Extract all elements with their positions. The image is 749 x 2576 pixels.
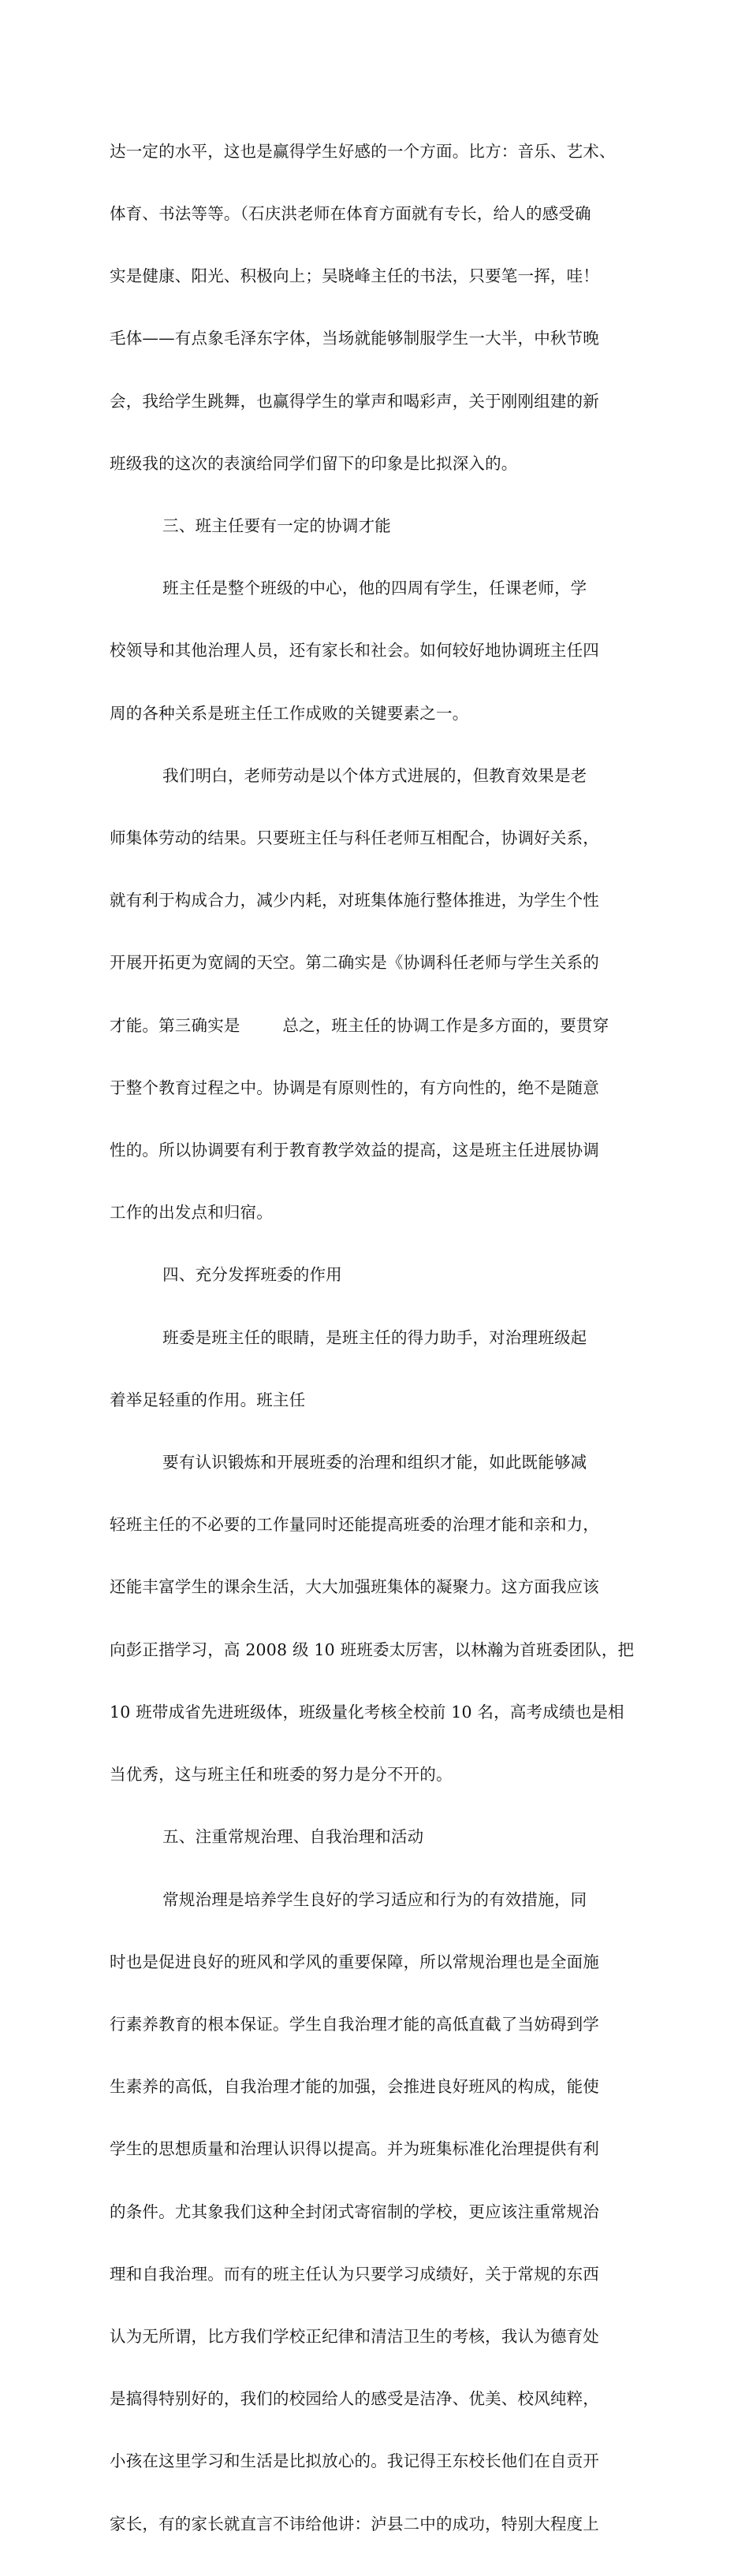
text-line: 毛体——有点象毛泽东字体，当场就能够制服学生一大半，中秋节晚 [110,329,599,348]
text-line: 轻班主任的不必要的工作量同时还能提高班委的治理才能和亲和力， [110,1515,599,1535]
text-line: 会，我给学生跳舞，也赢得学生的掌声和喝彩声，关于刚刚组建的新 [110,391,599,411]
text-line: 班主任是整个班级的中心，他的四周有学生，任课老师，学 [110,579,587,598]
text-line: 常规治理是培养学生良好的学习适应和行为的有效措施，同 [110,1889,587,1909]
text-line: 工作的出发点和归宿。 [110,1203,273,1223]
text-line: 着举足轻重的作用。班主任 [110,1390,306,1409]
text-line: 师集体劳动的结果。只要班主任与科任老师互相配合，协调好关系， [110,828,599,848]
text-line: 开展开拓更为宽阔的天空。第二确实是《协调科任老师与学生关系的 [110,953,599,973]
text-line: 家长，有的家长就直言不讳给他讲：泸县二中的成功，特别大程度上 [110,2514,599,2533]
text-line: 于整个教育过程之中。协调是有原则性的，有方向性的，绝不是随意 [110,1078,599,1097]
text-line: 班委是班主任的眼睛，是班主任的得力助手，对治理班级起 [110,1327,587,1347]
text-line: 的条件。尤其象我们这种全封闭式寄宿制的学校，更应该注重常规治 [110,2202,599,2221]
text-line: 校领导和其他治理人员，还有家长和社会。如何较好地协调班主任四 [110,641,599,661]
text-line: 要有认识锻炼和开展班委的治理和组织才能，如此既能够减 [110,1453,587,1472]
document-body [110,99,646,2576]
text-line: 认为无所谓，比方我们学校正纪律和清洁卫生的考核，我认为德育处 [110,2326,599,2346]
text-line: 10 班带成省先进班级体，班级量化考核全校前 10 名，高考成绩也是相 [110,1702,624,1722]
text-line: 我们明白，老师劳动是以个体方式进展的，但教育效果是老 [110,765,587,785]
text-line: 行素养教育的根本保证。学生自我治理才能的高低直截了当妨碍到学 [110,2014,599,2034]
section-heading: 四、充分发挥班委的作用 [110,1265,342,1285]
text-line: 达一定的水平，这也是赢得学生好感的一个方面。比方：音乐、艺术、 [110,141,616,161]
text-line: 实是健康、阳光、积极向上；吴晓峰主任的书法，只要笔一挥，哇！ [110,266,599,286]
text-line: 性的。所以协调要有利于教育教学效益的提高，这是班主任进展协调 [110,1141,599,1160]
text-line: 周的各种关系是班主任工作成败的关键要素之一。 [110,703,469,723]
text-line: 小孩在这里学习和生活是比拟放心的。我记得王东校长他们在自贡开 [110,2451,599,2471]
section-heading: 三、班主任要有一定的协调才能 [110,516,391,536]
text-line: 还能丰富学生的课余生活，大大加强班集体的凝聚力。这方面我应该 [110,1577,599,1597]
text-line: 才能。第三确实是 总之，班主任的协调工作是多方面的，要贯穿 [110,1015,609,1035]
text-line: 学生的思想质量和治理认识得以提高。并为班集标准化治理提供有利 [110,2139,599,2159]
text-line: 理和自我治理。而有的班主任认为只要学习成绩好，关于常规的东西 [110,2264,599,2284]
text-line: 体育、书法等等。（石庆洪老师在体育方面就有专长，给人的感受确 [110,204,591,224]
text-line: 向彭正揩学习，高 2008 级 10 班班委太厉害，以林瀚为首班委团队，把 [110,1640,635,1659]
text-line: 当优秀，这与班主任和班委的努力是分不开的。 [110,1765,453,1785]
text-line: 是搞得特别好的，我们的校园给人的感受是洁净、优美、校风纯粹， [110,2389,599,2409]
text-line: 生素养的高低，自我治理才能的加强，会推进良好班风的构成，能使 [110,2077,599,2097]
text-line: 班级我的这次的表演给同学们留下的印象是比拟深入的。 [110,453,518,473]
text-line: 时也是促进良好的班风和学风的重要保障，所以常规治理也是全面施 [110,1952,599,1971]
text-line: 就有利于构成合力，减少内耗，对班集体施行整体推进，为学生个性 [110,891,599,910]
section-heading: 五、注重常规治理、自我治理和活动 [110,1827,424,1847]
